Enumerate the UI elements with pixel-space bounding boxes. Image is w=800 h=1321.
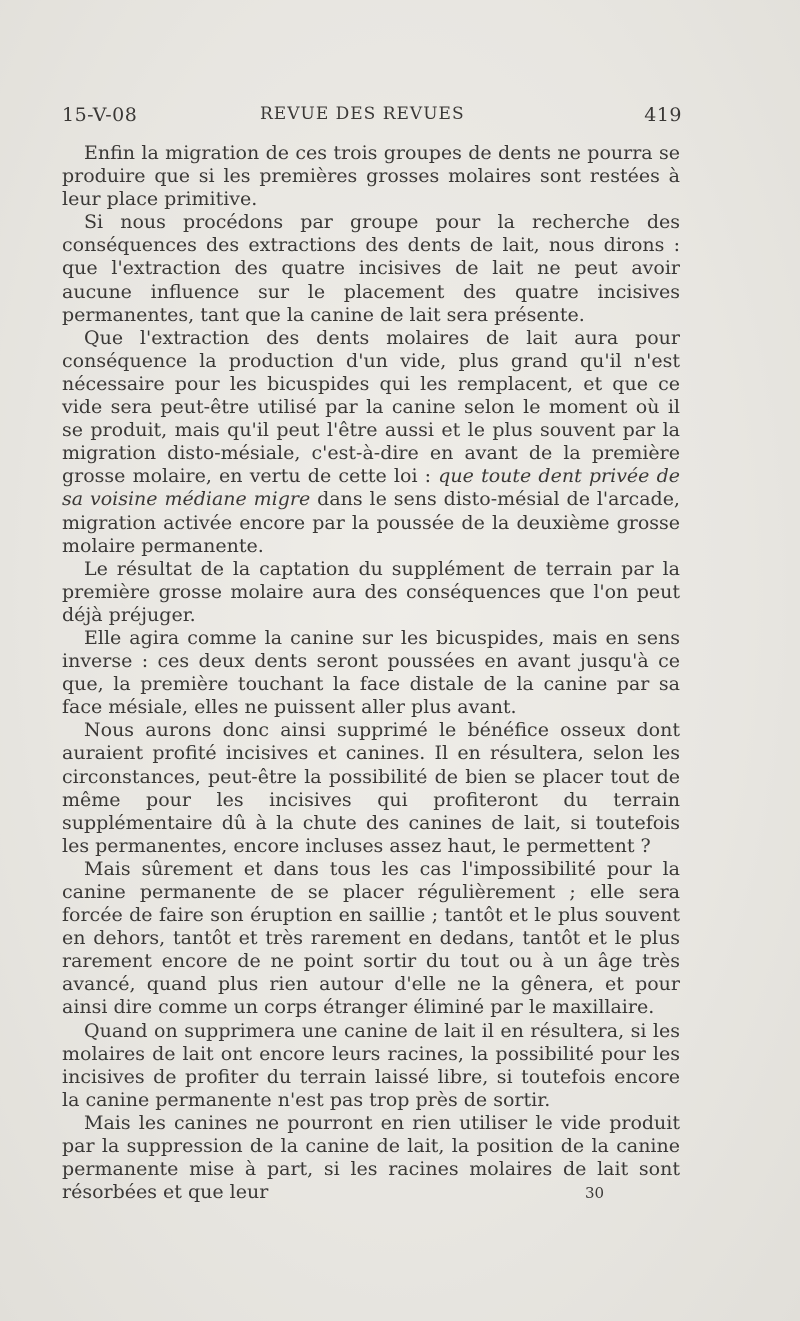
header-date: 15-V-08	[62, 104, 138, 126]
running-header	[62, 104, 682, 134]
paragraph-text: Que l'extraction des dents molaires de lait aura pour conséquence la production d'un vide, plus grand qu'il n'est nécessaire pour les bicuspides qui les remplacent, et que ce vide sera peut-être utilisé par la canine selon le moment où il se produit, mais qu'il peut l'être aussi et le plus souvent par la migration disto-mésiale, c'est-à-dire en avant de la première grosse molaire, en vertu de cette loi :	[62, 326, 680, 488]
paragraph: Nous aurons donc ainsi supprimé le bénéfice osseux dont auraient profité incisives et canines. Il en résultera, selon les circonstances, peut-être la possibilité de bien se placer tout de même pour les incisives qui profiteront du terrain supplémentaire dû à la chute des canines de lait, si toutefois les permanentes, encore incluses assez haut, le permettent ?	[62, 719, 680, 857]
paragraph-text: dans le sens disto-mésial de l'arcade, migration activée encore par la poussée de la deuxième grosse molaire permanente.	[62, 488, 680, 557]
page-number: 419	[644, 104, 682, 126]
article-body	[62, 142, 680, 1204]
paragraph	[62, 327, 680, 558]
paragraph: Le résultat de la captation du supplément de terrain par la première grosse molaire aura des conséquences que l'on peut déjà préjuger.	[62, 557, 680, 626]
paragraph: Enfin la migration de ces trois groupes de dents ne pourra se produire que si les premières grosses molaires sont restées à leur place primitive.	[62, 142, 680, 211]
italic-law: que toute dent privée de sa voisine médiane migre	[62, 465, 680, 511]
paragraph: Si nous procédons par groupe pour la recherche des conséquences des extractions des dents de lait, nous dirons : que l'extraction des quatre incisives de lait ne peut avoir aucune influence sur le placement des quatre incisives permanentes, tant que la canine de lait sera présente.	[62, 211, 680, 326]
paragraph: Elle agira comme la canine sur les bicuspides, mais en sens inverse : ces deux dents seront poussées en avant jusqu'à ce que, la première touchant la face distale de la canine par sa face mésiale, elles ne puissent aller plus avant.	[62, 626, 680, 719]
paragraph: Quand on supprimera une canine de lait il en résultera, si les molaires de lait ont encore leurs racines, la possibilité pour les incisives de profiter du terrain laissé libre, si toutefois encore la canine permanente n'est pas trop près de sortir.	[62, 1019, 680, 1111]
paragraph: Mais sûrement et dans tous les cas l'impossibilité pour la canine permanente de se placer régulièrement ; elle sera forcée de faire son éruption en saillie ; tantôt et le plus souvent en dehors, tantôt et très rarement en dedans, tantôt et le plus rarement encore de ne point sortir du tout ou à un âge très avancé, quand plus rien autour d'elle ne la gênera, et pour ainsi dire comme un corps étranger éliminé par le maxillaire.	[62, 857, 680, 1019]
header-title: REVUE DES REVUES	[260, 104, 465, 124]
signature-mark: 30	[585, 1184, 605, 1202]
paragraph: Mais les canines ne pourront en rien utiliser le vide produit par la suppression de la canine de lait, la position de la canine permanente mise à part, si les racines molaires de lait sont résorbées et que leur	[62, 1111, 680, 1204]
